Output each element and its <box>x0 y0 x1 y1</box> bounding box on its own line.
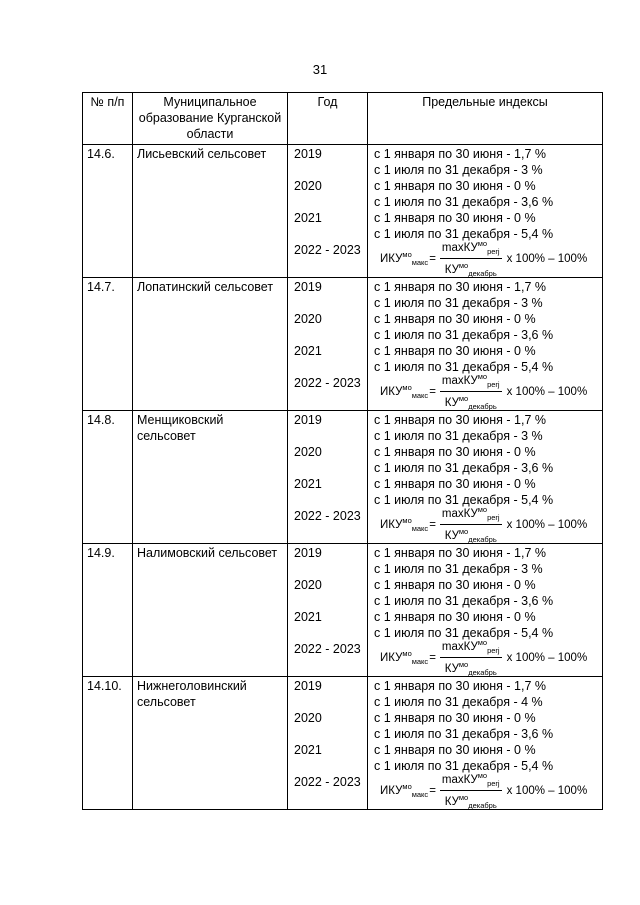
formula-numerator: maxКУ$^{мо}_{perj}$ <box>440 237 502 259</box>
formula-fraction <box>440 237 502 281</box>
row-number: 14.10. <box>83 677 133 810</box>
header-indices: Предельные индексы <box>368 93 603 145</box>
index-line: с 1 июля по 31 декабря - 5,4 % <box>374 493 554 507</box>
max-index-formula <box>374 372 596 411</box>
indices-cell <box>368 278 603 411</box>
index-line: с 1 января по 30 июня - 0 % <box>374 445 536 459</box>
municipality-name: Лопатинский сельсовет <box>133 278 288 411</box>
max-index-formula <box>374 638 596 677</box>
year-2019: 2019 <box>294 679 322 693</box>
formula-denominator: $КУ^{мо}_{декабрь}$ <box>444 527 497 544</box>
index-line: с 1 января по 30 июня - 0 % <box>374 312 536 326</box>
index-line: с 1 января по 30 июня - 0 % <box>374 477 536 491</box>
page-number: 31 <box>312 62 328 77</box>
year-2022-2023: 2022 - 2023 <box>294 376 361 390</box>
formula-lhs: $ИКУ^{мо}_{макс}$ <box>380 649 429 666</box>
table-header-row <box>83 93 603 145</box>
year-2022-2023: 2022 - 2023 <box>294 243 361 257</box>
formula-tail: x 100% – 100% <box>506 785 588 797</box>
row-number: 14.6. <box>83 145 133 278</box>
index-line: с 1 июля по 31 декабря - 3,6 % <box>374 195 554 209</box>
index-line: с 1 января по 30 июня - 0 % <box>374 711 536 725</box>
municipality-name: Лисьевский сельсовет <box>133 145 288 278</box>
index-line: с 1 января по 30 июня - 0 % <box>374 578 536 592</box>
index-line: с 1 июля по 31 декабря - 3,6 % <box>374 727 554 741</box>
formula-equals: = <box>429 386 436 398</box>
index-line: с 1 января по 30 июня - 1,7 % <box>374 413 546 427</box>
index-line: с 1 июля по 31 декабря - 4 % <box>374 695 543 709</box>
year-2020: 2020 <box>294 578 322 592</box>
year-2022-2023: 2022 - 2023 <box>294 509 361 523</box>
indices-cell <box>368 677 603 810</box>
formula-denominator: $КУ^{мо}_{декабрь}$ <box>444 793 497 810</box>
formula-tail: x 100% – 100% <box>506 519 588 531</box>
formula-equals: = <box>429 652 436 664</box>
index-line: с 1 июля по 31 декабря - 3 % <box>374 296 543 310</box>
index-line: с 1 января по 30 июня - 0 % <box>374 610 536 624</box>
formula-equals: = <box>429 785 436 797</box>
formula-lhs: $ИКУ^{мо}_{макс}$ <box>380 383 429 400</box>
year-2020: 2020 <box>294 179 322 193</box>
years-cell <box>288 411 368 544</box>
row-number: 14.9. <box>83 544 133 677</box>
index-line: с 1 июля по 31 декабря - 3,6 % <box>374 594 554 608</box>
years-cell <box>288 544 368 677</box>
row-number: 14.8. <box>83 411 133 544</box>
table-body <box>83 145 603 810</box>
municipality-name: Нижнеголовинский сельсовет <box>133 677 288 810</box>
year-2022-2023: 2022 - 2023 <box>294 642 361 656</box>
max-index-formula <box>374 239 596 278</box>
year-2021: 2021 <box>294 211 322 225</box>
index-line: с 1 января по 30 июня - 0 % <box>374 211 536 225</box>
formula-tail: x 100% – 100% <box>506 652 588 664</box>
year-2021: 2021 <box>294 610 322 624</box>
index-line: с 1 января по 30 июня - 1,7 % <box>374 679 546 693</box>
index-line: с 1 июля по 31 декабря - 3 % <box>374 163 543 177</box>
index-line: с 1 июля по 31 декабря - 3,6 % <box>374 461 554 475</box>
formula-lhs: $ИКУ^{мо}_{макс}$ <box>380 782 429 799</box>
year-2019: 2019 <box>294 546 322 560</box>
formula-fraction <box>440 636 502 680</box>
year-2020: 2020 <box>294 312 322 326</box>
formula-numerator: maxКУ$^{мо}_{perj}$ <box>440 636 502 658</box>
formula-lhs: $ИКУ^{мо}_{макс}$ <box>380 250 429 267</box>
table-row <box>83 411 603 544</box>
index-line: с 1 января по 30 июня - 1,7 % <box>374 147 546 161</box>
index-line: с 1 июля по 31 декабря - 5,4 % <box>374 759 554 773</box>
formula-fraction <box>440 769 502 813</box>
formula-denominator: $КУ^{мо}_{декабрь}$ <box>444 261 497 278</box>
years-cell <box>288 145 368 278</box>
max-index-formula <box>374 505 596 544</box>
municipality-name: Налимовский сельсовет <box>133 544 288 677</box>
year-2020: 2020 <box>294 445 322 459</box>
formula-denominator: $КУ^{мо}_{декабрь}$ <box>444 660 497 677</box>
year-2020: 2020 <box>294 711 322 725</box>
indices-cell <box>368 411 603 544</box>
index-line: с 1 января по 30 июня - 1,7 % <box>374 280 546 294</box>
index-line: с 1 июля по 31 декабря - 3,6 % <box>374 328 554 342</box>
formula-numerator: maxКУ$^{мо}_{perj}$ <box>440 503 502 525</box>
year-2021: 2021 <box>294 743 322 757</box>
formula-fraction <box>440 503 502 547</box>
index-line: с 1 июля по 31 декабря - 3 % <box>374 562 543 576</box>
formula-tail: x 100% – 100% <box>506 386 588 398</box>
index-line: с 1 января по 30 июня - 0 % <box>374 743 536 757</box>
max-index-formula <box>374 771 596 810</box>
formula-equals: = <box>429 519 436 531</box>
index-line: с 1 января по 30 июня - 0 % <box>374 344 536 358</box>
index-line: с 1 января по 30 июня - 1,7 % <box>374 546 546 560</box>
indices-cell <box>368 544 603 677</box>
formula-fraction <box>440 370 502 414</box>
municipality-name: Менщиковский сельсовет <box>133 411 288 544</box>
years-cell <box>288 677 368 810</box>
formula-tail: x 100% – 100% <box>506 253 588 265</box>
indices-cell <box>368 145 603 278</box>
formula-equals: = <box>429 253 436 265</box>
table-row <box>83 677 603 810</box>
index-line: с 1 июля по 31 декабря - 5,4 % <box>374 227 554 241</box>
formula-denominator: $КУ^{мо}_{декабрь}$ <box>444 394 497 411</box>
table-row <box>83 145 603 278</box>
formula-lhs: $ИКУ^{мо}_{макс}$ <box>380 516 429 533</box>
index-line: с 1 июля по 31 декабря - 5,4 % <box>374 360 554 374</box>
year-2019: 2019 <box>294 147 322 161</box>
years-cell <box>288 278 368 411</box>
year-2021: 2021 <box>294 344 322 358</box>
table-row <box>83 544 603 677</box>
year-2019: 2019 <box>294 413 322 427</box>
formula-numerator: maxКУ$^{мо}_{perj}$ <box>440 769 502 791</box>
row-number: 14.7. <box>83 278 133 411</box>
year-2021: 2021 <box>294 477 322 491</box>
header-num: № п/п <box>83 93 133 145</box>
index-line: с 1 января по 30 июня - 0 % <box>374 179 536 193</box>
tariff-index-table <box>82 92 603 810</box>
year-2022-2023: 2022 - 2023 <box>294 775 361 789</box>
index-line: с 1 июля по 31 декабря - 3 % <box>374 429 543 443</box>
formula-numerator: maxКУ$^{мо}_{perj}$ <box>440 370 502 392</box>
header-municipality: Муниципальное образование Курганской области <box>133 93 288 145</box>
table-row <box>83 278 603 411</box>
year-2019: 2019 <box>294 280 322 294</box>
header-year: Год <box>288 93 368 145</box>
index-line: с 1 июля по 31 декабря - 5,4 % <box>374 626 554 640</box>
